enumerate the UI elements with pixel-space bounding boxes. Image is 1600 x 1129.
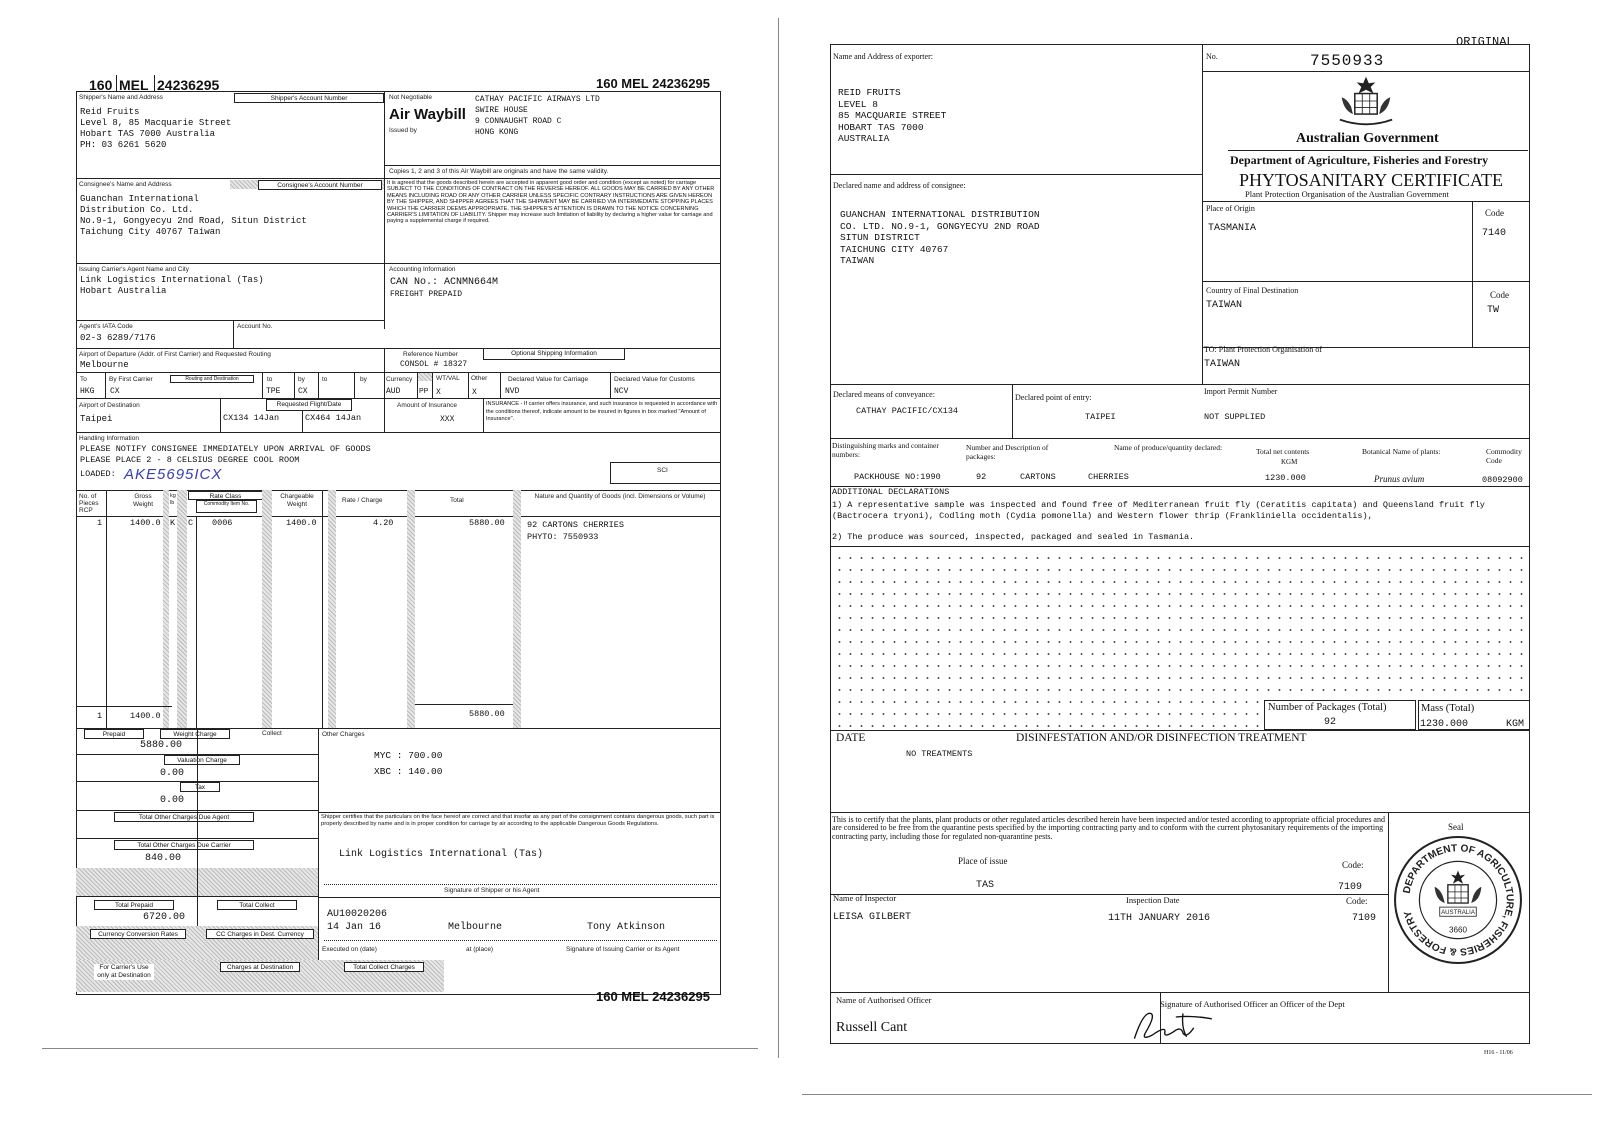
botanical-label: Botanical Name of plants: — [1362, 447, 1441, 456]
additional-declaration-1: 1) A representative sample was inspected and found free of Mediterranean fruit fly (Ceratitis capitata) and Queensland fruit fly (Bactrocera tryoni), Codling moth (Cydia pomonella) and Western flower thrip (Frankliniella occidentalis), — [832, 500, 1485, 521]
permit: NOT SUPPLIED — [1204, 412, 1266, 422]
certification-text: This is to certify that the plants, plant products or other regulated articles described herein have been inspected and/or tested according to appropriate official procedures and are considered to be free from the quarantine pests specified by the importing contracting party and to conform with the current phytosanitary requirements of the importing contracting party, including those for regulated non-quarantine pests. — [832, 815, 1385, 841]
cert-number: 7550933 — [1310, 52, 1385, 70]
form-code: H16 - 11/06 — [1484, 1050, 1513, 1056]
produce: CHERRIES — [1088, 472, 1129, 482]
awb-number-bottom: 160 MEL 24236295 — [596, 989, 710, 1004]
handling-info: PLEASE NOTIFY CONSIGNEE IMMEDIATELY UPON ARRIVAL OF GOODS PLEASE PLACE 2 - 8 CELSIUS DEGREE COOL ROOM — [80, 444, 371, 465]
insurance-note: INSURANCE - If carrier offers insurance, and such insurance is requested in accordance with the conditions thereof, indicate amount to be insured in figures in box marked "Amount of Insurance". — [486, 401, 718, 422]
flight-1: CX134 14Jan — [223, 413, 280, 423]
marks-label: Distinguishing marks and container numbers: — [832, 441, 939, 459]
row-rate: 4.20 — [373, 518, 394, 528]
weight-charge: 5880.00 — [140, 740, 183, 751]
carrier-signature-label: Signature of Issuing Carrier or its Agent — [566, 946, 680, 953]
shipper-label: Shipper's Name and Address — [79, 94, 163, 101]
destination-airport: Taipei — [80, 414, 113, 424]
consignee-label: Consignee's Name and Address — [79, 181, 172, 188]
col-pieces: No. of Pieces RCP — [79, 493, 99, 514]
total-prepaid-label: Total Prepaid — [94, 900, 174, 910]
to-ppo: TAIWAN — [1204, 359, 1241, 370]
col-nature: Nature and Quantity of Goods (incl. Dimensions or Volume) — [534, 493, 706, 500]
to3-label: to — [322, 376, 328, 383]
destination: TAIWAN — [1206, 300, 1243, 311]
issued-by-label: Issued by — [389, 127, 417, 134]
mass-total-label: Mass (Total) — [1421, 703, 1475, 714]
marks: PACKHOUSE NO:1990 — [854, 472, 941, 482]
net-label: Total net contents — [1256, 447, 1310, 456]
not-negotiable-label: Not Negotiable — [389, 94, 432, 101]
sum-gross: 1400.0 — [130, 711, 161, 721]
departure-label: Airport of Departure (Addr. of First Carrier) and Requested Routing — [79, 351, 271, 358]
conveyance-label: Declared means of conveyance: — [833, 390, 935, 399]
total-other-carrier: 840.00 — [145, 853, 182, 864]
destination-label: Country of Final Destination — [1206, 286, 1299, 295]
packages-total: 92 — [1324, 717, 1337, 728]
exporter-label: Name and Address of exporter: — [833, 52, 933, 61]
executed-on-label: Executed on (date) — [322, 946, 377, 953]
entry-point: TAIPEI — [1085, 412, 1116, 422]
routing-label: Routing and Destination — [170, 375, 254, 383]
tax: 0.00 — [160, 795, 185, 806]
svg-text:DEPARTMENT OF AGRICULTURE, FIS: DEPARTMENT OF AGRICULTURE, FISHERIES & FORESTRY — [1401, 843, 1515, 957]
sum-pieces: 1 — [97, 711, 103, 721]
cc-dest-currency-label: CC Charges in Dest. Currency — [206, 929, 314, 939]
awb-number-serial: 24236295 — [157, 77, 220, 93]
net-contents: 1230.000 — [1265, 473, 1306, 483]
consignee-address: Guanchan International Distribution Co. Ltd. No.9-1, Gongyecyu 2nd Road, Situn District Taichung City 40767 Taiwan — [80, 194, 307, 237]
inspector-code-label: Code: — [1346, 896, 1368, 906]
treatment-title: DISINFESTATION AND/OR DISINFECTION TREATMENT — [1016, 732, 1307, 744]
col-kg: kg lb — [170, 493, 176, 506]
to2-airport: TPE — [266, 387, 281, 396]
prepaid-label: Prepaid — [84, 729, 144, 739]
agent-label: Issuing Carrier's Agent Name and City — [79, 266, 189, 273]
awb-number-prefix: 160 — [89, 77, 113, 93]
seal-label: Seal — [1448, 822, 1464, 832]
to2-label: to — [267, 376, 273, 383]
departure-airport: Melbourne — [80, 360, 129, 370]
department-seal-icon — [1392, 834, 1524, 966]
row-chargeable: 1400.0 — [286, 518, 317, 528]
officer-signature-icon — [1126, 1008, 1222, 1044]
flight-2: CX464 14Jan — [305, 413, 362, 423]
packages-description: CARTONS — [1020, 472, 1056, 482]
place-code: 7109 — [1338, 882, 1363, 893]
col-commodity: Commodity Item No. — [196, 500, 257, 513]
by2-carrier: CX — [298, 387, 308, 396]
col-total: Total — [450, 497, 464, 504]
consignee-account-label: Consignee's Account Number — [258, 180, 382, 190]
place-code-label: Code: — [1342, 860, 1364, 870]
consignee-address: GUANCHAN INTERNATIONAL DISTRIBUTION CO. LTD. NO.9-1, GONGYECYU 2ND ROAD SITUN DISTRICT TAICHUNG CITY 40767 TAIWAN — [840, 209, 1040, 266]
coat-of-arms-icon — [1326, 73, 1406, 129]
air-waybill-page — [0, 0, 780, 1129]
other-charges-label: Other Charges — [322, 731, 365, 738]
customs-value: NCV — [614, 387, 629, 396]
awb-number-top-right: 160 MEL 24236295 — [596, 76, 710, 91]
row-kg: K — [170, 518, 176, 528]
to-label: To — [80, 376, 87, 383]
botanical-name: Prunus avium — [1374, 474, 1425, 484]
wtval-ppd-x: X — [436, 388, 441, 397]
cert-no-label: No. — [1206, 52, 1218, 61]
iata-label: Agent's IATA Code — [79, 323, 133, 330]
shipper-certification: Shipper certifies that the particulars on the face hereof are correct and that insofar as any part of the consignment contains dangerous goods, such part is properly described by name and is in proper condition for carriage by air according to the applicable Dangerous Goods Regulations. — [321, 814, 715, 827]
total-other-agent-label: Total Other Charges Due Agent — [114, 812, 254, 822]
origin-code: 7140 — [1482, 228, 1507, 239]
mass-total: 1230.000 — [1420, 719, 1469, 730]
air-waybill-title: Air Waybill — [389, 106, 466, 123]
authorised-officer: Russell Cant — [836, 1020, 908, 1035]
by-first-carrier: CX — [110, 387, 120, 396]
ppo-label: Plant Protection Organisation of the Australian Government — [1245, 189, 1449, 199]
signature-label: Signature of Authorised Officer an Officer of the Dept — [1160, 999, 1345, 1009]
row-class: C — [188, 518, 194, 528]
col-gross: Gross Weight — [132, 493, 154, 508]
other-ppd-x: X — [472, 388, 477, 397]
execution-date: 14 Jan 16 — [327, 922, 382, 933]
entry-label: Declared point of entry: — [1015, 393, 1092, 402]
loaded-label: LOADED: — [80, 469, 116, 479]
conveyance: CATHAY PACIFIC/CX134 — [856, 406, 959, 416]
page-divider — [778, 18, 779, 1058]
wtval-label: WT/VAL — [436, 375, 460, 382]
awb-number-port: MEL — [119, 77, 149, 93]
consignee-label: Declared name and address of consignee: — [833, 181, 966, 190]
reference-number: CONSOL # 18327 — [400, 360, 468, 369]
government-label: Australian Government — [1296, 131, 1439, 146]
department-label: Department of Agriculture, Fisheries and Forestry — [1230, 153, 1489, 167]
conditions-text: It is agreed that the goods described herein are accepted in apparent good order and condition (except as noted) for carriage SUBJECT TO THE CONDITIONS OF CONTRACT ON THE REVERSE HEREOF. ALL GOODS MAY BE CARRIED BY ANY OTHER MEANS INCLUDING ROAD OR ANY OTHER CARRIER UNLESS SPECIFIC CONTRARY INSTRUCTIONS ARE GIVEN HEREON BY THE SHIPPER, AND SHIPPER AGREES THAT THE SHIPMENT MAY BE CARRIED VIA INTERMEDIATE STOPPING PLACES WHICH THE CARRIER DEEMS APPROPRIATE. THE SHIPPER'S ATTENTION IS DRAWN TO THE NOTICE CONCERNING CARRIER'S LIMITATION OF LIABILITY. Shipper may increase such limitation of liability by declaring a higher value for carriage and paying a supplemental charge if required. — [387, 180, 715, 225]
authorised-officer-label: Name of Authorised Officer — [836, 995, 932, 1005]
other-charges: MYC : 700.00 XBC : 140.00 — [374, 750, 443, 777]
valuation-charge: 0.00 — [160, 768, 185, 779]
svg-text:AUSTRALIA: AUSTRALIA — [1441, 909, 1475, 917]
accounting-info: CAN No.: ACNMN664M FREIGHT PREPAID — [390, 277, 499, 299]
shipper-signature: Link Logistics International (Tas) — [339, 849, 544, 860]
at-place-label: at (place) — [466, 946, 494, 953]
place-issue: TAS — [976, 880, 995, 891]
commodity-label: Commodity Code — [1486, 447, 1522, 465]
goods-description: 92 CARTONS CHERRIES PHYTO: 7550933 — [527, 520, 624, 542]
destination-label: Airport of Destination — [79, 402, 140, 409]
requested-flight-label: Requested Flight/Date — [266, 399, 352, 411]
shipper-account-label: Shipper's Account Number — [234, 93, 384, 103]
carriage-value: NVD — [505, 387, 520, 396]
inspection-date: 11TH JANUARY 2016 — [1108, 913, 1211, 924]
accounting-label: Accounting Information — [389, 266, 456, 273]
original-label: ORIGINAL — [1456, 35, 1514, 49]
col-chargeable: Chargeable Weight — [280, 493, 314, 508]
mass-unit: KGM — [1506, 719, 1525, 730]
net-unit: KGM — [1281, 458, 1298, 466]
by-first-carrier-label: By First Carrier — [109, 376, 153, 383]
account-no-label: Account No. — [237, 323, 273, 330]
row-pieces: 1 — [97, 518, 103, 528]
valuation-label: Valuation Charge — [164, 755, 240, 765]
row-gross: 1400.0 — [130, 518, 161, 528]
phytosanitary-certificate-page — [790, 0, 1600, 1129]
carrier-address: CATHAY PACIFIC AIRWAYS LTD SWIRE HOUSE 9 CONNAUGHT ROAD C HONG KONG — [475, 95, 600, 137]
execution-code: AU10020206 — [327, 909, 388, 920]
cert-title: PHYTOSANITARY CERTIFICATE — [1239, 170, 1503, 190]
origin-code-label: Code — [1485, 208, 1504, 218]
treatment: NO TREATMENTS — [906, 749, 973, 759]
weight-charge-label: Weight Charge — [160, 729, 230, 739]
col-rate-charge: Rate / Charge — [342, 497, 383, 504]
destination-code-label: Code — [1490, 290, 1509, 300]
packages-label: Number and Description of packages: — [966, 443, 1049, 461]
collect-label: Collect — [262, 730, 282, 737]
permit-label: Import Permit Number — [1204, 387, 1278, 396]
insurance-amount: XXX — [440, 415, 455, 424]
packages-number: 92 — [976, 472, 987, 482]
date-label: DATE — [836, 732, 866, 744]
currency: AUD — [386, 387, 401, 396]
origin: TASMANIA — [1208, 223, 1257, 234]
total-prepaid: 6720.00 — [143, 912, 186, 923]
sci-label: SCI — [657, 467, 668, 474]
additional-declarations-title: ADDITIONAL DECLARATIONS — [832, 487, 950, 497]
reference-label: Reference Number — [403, 351, 458, 358]
destination-code: TW — [1487, 305, 1500, 316]
row-commodity: 0006 — [212, 518, 233, 528]
handling-label: Handling Information — [79, 435, 139, 442]
shipper-address: Reid Fruits Level 8, 85 Macquarie Street Hobart TAS 7000 Australia PH: 03 6261 5620 — [80, 107, 232, 150]
svg-text:3660: 3660 — [1448, 925, 1468, 935]
to-ppo-label: TO: Plant Protection Organisation of — [1204, 345, 1322, 354]
agent-address: Link Logistics International (Tas) Hobart Australia — [80, 275, 264, 296]
by3-label: by — [360, 376, 367, 383]
copies-note: Copies 1, 2 and 3 of this Air Waybill are originals and have the same validity. — [389, 168, 609, 175]
inspector-code: 7109 — [1352, 913, 1377, 924]
col-rate-class: Rate Class — [188, 491, 263, 500]
iata-code: 02-3 6289/7176 — [80, 333, 156, 343]
place-issue-label: Place of issue — [958, 856, 1008, 866]
tax-label: Tax — [180, 782, 220, 792]
optional-shipping-label: Optional Shipping Information — [483, 348, 625, 360]
currency-conversion-label: Currency Conversion Rates — [90, 929, 186, 939]
inspector-name: LEISA GILBERT — [833, 912, 912, 923]
execution-signature: Tony Atkinson — [587, 922, 666, 933]
shipper-signature-label: Signature of Shipper or his Agent — [444, 887, 540, 894]
packages-total-label: Number of Packages (Total) — [1268, 702, 1387, 713]
total-collect-charges-label: Total Collect Charges — [344, 962, 424, 972]
loaded-handwritten: AKE5695ICX — [124, 466, 223, 483]
total-other-carrier-label: Total Other Charges Due Carrier — [114, 840, 254, 850]
chgs-code: PP — [419, 388, 429, 395]
exporter-address: REID FRUITS LEVEL 8 85 MACQUARIE STREET HOBART TAS 7000 AUSTRALIA — [838, 87, 947, 144]
currency-label: Currency — [386, 376, 413, 383]
inspector-label: Name of Inspector — [833, 893, 897, 903]
origin-label: Place of Origin — [1206, 204, 1255, 213]
commodity-code: 08092900 — [1482, 475, 1523, 485]
total-collect-label: Total Collect — [217, 900, 297, 910]
customs-value-label: Declared Value for Customs — [614, 376, 695, 383]
to-airport: HKG — [80, 387, 95, 396]
produce-label: Name of produce/quantity declared: — [1113, 443, 1223, 452]
execution-place: Melbourne — [448, 922, 503, 933]
other-label: Other — [471, 375, 488, 382]
insurance-label: Amount of Insurance — [397, 402, 457, 409]
blank-dotted-area — [834, 552, 1526, 696]
additional-declaration-2: 2) The produce was sourced, inspected, packaged and sealed in Tasmania. — [832, 532, 1195, 542]
carriage-value-label: Declared Value for Carriage — [508, 376, 589, 383]
charges-at-destination-label: Charges at Destination — [220, 962, 300, 972]
sum-total: 5880.00 — [469, 709, 505, 719]
inspection-date-label: Inspection Date — [1126, 895, 1180, 905]
carrier-use-label: For Carrier's Use only at Destination — [94, 964, 154, 980]
by2-label: by — [298, 376, 305, 383]
row-total: 5880.00 — [469, 518, 505, 528]
